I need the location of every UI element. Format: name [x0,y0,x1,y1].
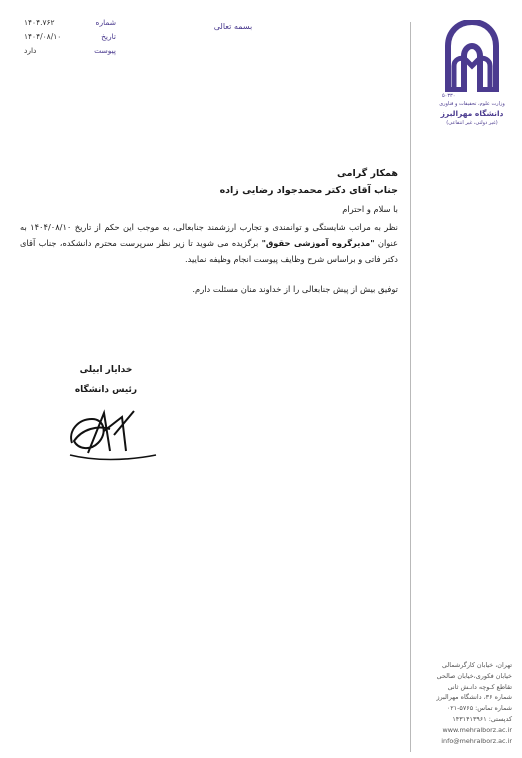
position-title: "مدیرگروه آموزشی حقوق" [261,238,375,248]
address-line: خیابان فکوری،خیابان صالحی [436,671,512,680]
signer-title: رئیس دانشگاه [74,385,138,395]
address-line: تقاطع کـوچه دانـش ثانی [447,682,512,691]
letter-meta [24,16,116,58]
email-link[interactable]: info@mehralborz.ac.ir [441,736,512,745]
address-line: شماره ۳۶، دانشگاه مهرالبرز [436,693,512,702]
salutation: همکار گرامی [336,168,398,179]
university-logo [436,20,508,127]
logo-name: دانشگاه مهرالبرز [440,109,504,118]
meta-number: شماره ۱۴۰۴.۷۶۲ [24,18,116,27]
signer-name: خدایار ابیلی [79,365,133,375]
handwritten-signature [64,405,160,467]
recipient: جناب آقای دکتر محمدجواد رضایی زاده [219,185,398,196]
greeting: با سلام و احترام [342,204,398,214]
logo-ministry: وزارت علوم، تحقیقات و فناوری [439,101,505,107]
meta-date: تاریخ ۱۴۰۴/۰۸/۱۰ [24,32,116,41]
body-paragraph: نظر به مراتب شایستگی و توانمندی و تجارب ارزشمند جنابعالی، به موجب این حکم از تاریخ ۱۴۰۴/۰۸/۱۰ به عنوان "مدیرگروه آموزشی حقوق" برگزیده می شوید تا زیر نظر سرپرست محترم دانشکده، جناب آقای دکتر فاتی و براساس شرح وظایف پیوست انجام وظیفه نمایید. [20,222,399,264]
signature-block [64,360,148,400]
footer-address [416,660,512,746]
logo-subtitle: (غیر دولتی، غیر انتفاعی) [446,120,498,126]
address-line: تهران، خیابان کارگرشمالی [441,661,512,669]
website-link[interactable]: www.mehralborz.ac.ir [442,725,512,734]
closing-line: توفیق بیش از پیش جنابعالی را از خداوند منان مسئلت دارم. [192,284,398,294]
logo-code: ۵۰۳۳۰ [442,93,456,99]
postal-code-line: کدپستی: ۱۴۳۱۴۱۳۹۶۱ [452,714,512,723]
letter-body [20,165,398,297]
meta-attachment: پیوست دارد [24,46,116,55]
vertical-divider [410,22,411,752]
bismillah: بسمه تعالی [213,22,253,31]
phone-line: شماره تماس: ۵۷۶۵-۰۲۱ [446,704,512,713]
logo-emblem-icon [444,20,500,92]
